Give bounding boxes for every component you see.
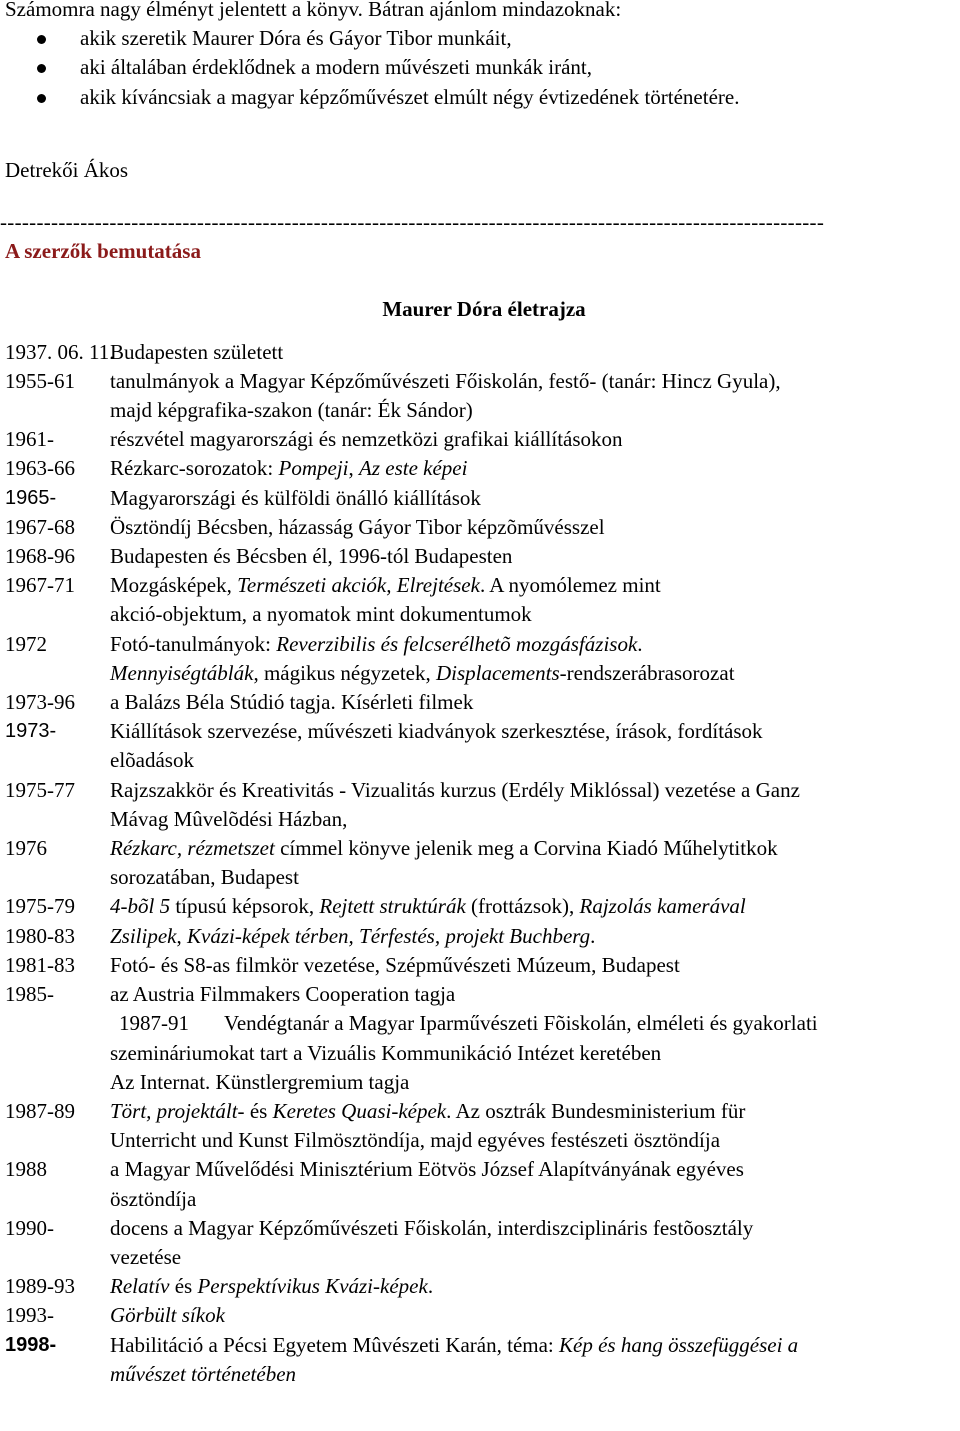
cv-work-title: Rézkarc, rézmetszet	[110, 836, 275, 861]
cv-year: 1955-61	[5, 368, 75, 393]
cv-work-title: művészet történetében	[110, 1361, 297, 1386]
cv-year: 1987-89	[5, 1098, 75, 1123]
cv-text: ösztöndíja	[110, 1186, 197, 1211]
cv-text: .	[637, 631, 643, 656]
cv-year: 1967-71	[5, 573, 75, 598]
cv-year: 1968-96	[5, 544, 75, 569]
cv-description-line	[110, 863, 960, 892]
cv-row	[0, 980, 960, 1009]
cv-row	[0, 1155, 960, 1213]
cv-description-line	[110, 1272, 960, 1301]
cv-text: és	[169, 1274, 198, 1299]
cv-text: ,	[348, 456, 359, 481]
cv-text: , mágikus négyzetek,	[253, 660, 436, 685]
cv-work-title: Görbült síkok	[110, 1303, 225, 1328]
cv-row	[0, 425, 960, 454]
cv-row	[0, 1214, 960, 1272]
cv-description	[110, 892, 960, 921]
cv-text: Ösztöndíj Bécsben, házasság Gáyor Tibor képzõművésszel	[110, 514, 605, 539]
cv-row	[0, 922, 960, 951]
cv-description	[110, 571, 960, 629]
cv-subrow-year: 1987-91	[119, 1011, 189, 1036]
cv-description	[110, 1155, 960, 1213]
cv-row	[0, 1331, 960, 1389]
cv-text: (frottázsok),	[465, 894, 580, 919]
cv-year: 1990-	[5, 1215, 54, 1240]
cv-text: Kiállítások szervezése, művészeti kiadványok szerkesztése, írások, fordítások	[110, 719, 763, 744]
list-item	[0, 53, 960, 82]
cv-work-title: 4-bõl 5	[110, 894, 171, 919]
cv-description-line	[110, 1155, 960, 1184]
cv-work-title: Perspektívikus Kvázi-képek	[197, 1274, 428, 1299]
cv-work-title: Rajzolás kamerával	[579, 894, 746, 919]
cv-description	[110, 338, 960, 367]
cv-text: Mozgásképek,	[110, 573, 238, 598]
cv-description	[110, 1331, 960, 1389]
cv-year: 1963-66	[5, 456, 75, 481]
cv-description-line	[110, 688, 960, 717]
cv-text: . A nyomólemez mint	[479, 573, 661, 598]
cv-text: vezetése	[110, 1244, 182, 1269]
cv-description-line	[110, 600, 960, 629]
cv-text: Fotó- és S8-as filmkör vezetése, Szépművészeti Múzeum, Budapest	[110, 952, 680, 977]
cv-text: a Magyar Művelődési Minisztérium Eötvös József Alapítványának egyéves	[110, 1157, 744, 1182]
cv-description-line	[110, 717, 960, 746]
cv-description	[110, 1272, 960, 1301]
cv-description-line	[110, 630, 960, 659]
cv-description	[110, 980, 960, 1009]
cv-row	[0, 571, 960, 629]
cv-description-line	[110, 1126, 960, 1155]
cv-description-line	[110, 484, 960, 513]
cv-description-line	[110, 1039, 960, 1068]
cv-row	[0, 367, 960, 425]
cv-work-title: Tört, projektált-	[110, 1098, 245, 1123]
cv-work-title: Relatív	[110, 1274, 170, 1299]
cv-subrow-text: Vendégtanár a Magyar Iparművészeti Fõiskolán, elméleti és gyakorlati	[224, 1011, 818, 1036]
cv-work-title: Displacements	[435, 660, 560, 685]
section-title: A szerzők bemutatása	[5, 239, 201, 264]
cv-row	[0, 1272, 960, 1301]
cv-description	[110, 922, 960, 951]
cv-description-line	[110, 396, 960, 425]
cv-description-line	[110, 1097, 960, 1126]
cv-text: címmel könyve jelenik meg a Corvina Kiadó Műhelytitkok	[274, 836, 778, 861]
bullet-icon	[37, 94, 46, 103]
cv-row	[0, 834, 960, 892]
cv-text: Habilitáció a Pécsi Egyetem Mûvészeti Karán, téma:	[110, 1332, 560, 1357]
cv-year: 1973-96	[5, 690, 75, 715]
cv-description-line	[110, 1360, 960, 1389]
cv-work-title: Keretes Quasi-képek	[272, 1098, 447, 1123]
cv-description-line	[110, 834, 960, 863]
cv-description	[110, 367, 960, 425]
cv-description-line	[110, 951, 960, 980]
cv-row	[0, 1097, 960, 1155]
cv-text: típusú képsorok,	[170, 894, 320, 919]
cv-year: 1998-	[5, 1333, 57, 1356]
cv-row	[0, 484, 960, 513]
cv-year: 1988	[5, 1157, 47, 1182]
cv-description-line	[110, 1185, 960, 1214]
list-item	[0, 24, 960, 53]
cv-work-title: Kép és hang összefüggései a	[559, 1332, 799, 1357]
cv-description	[110, 1039, 960, 1097]
cv-year: 1965-	[5, 486, 57, 509]
cv-text: a Balázs Béla Stúdió tagja. Kísérleti filmek	[110, 690, 474, 715]
cv-text: .	[590, 923, 596, 948]
cv-work-title: Természeti akciók, Elrejtések	[237, 573, 480, 598]
cv-row	[0, 542, 960, 571]
cv-description	[110, 834, 960, 892]
cv-year: 1975-77	[5, 777, 75, 802]
recommendation-list	[0, 24, 960, 112]
cv-row	[0, 717, 960, 775]
list-item-text: akik kíváncsiak a magyar képzőművészet elmúlt négy évtizedének történetére.	[80, 84, 740, 109]
cv-text: .	[427, 1274, 434, 1299]
cv-text: akció-objektum, a nyomatok mint dokumentumok	[110, 602, 532, 627]
cv-work-title: Zsilipek	[110, 923, 177, 948]
cv-description	[110, 542, 960, 571]
cv-text: tanulmányok a Magyar Képzőművészeti Főiskolán, festő- (tanár: Hincz Gyula),	[110, 368, 781, 393]
cv-text: . Az osztrák Bundesministerium für	[446, 1098, 746, 1123]
cv-description-line	[110, 922, 960, 951]
cv-row	[0, 513, 960, 542]
cv-description-line	[110, 746, 960, 775]
cv-work-title: Kvázi-képek térben, Térfestés, projekt Buchberg	[187, 923, 591, 948]
list-item-text: akik szeretik Maurer Dóra és Gáyor Tibor munkáit,	[80, 26, 512, 51]
cv-row	[0, 630, 960, 688]
cv-text: Mávag Mûvelõdési Házban,	[110, 806, 348, 831]
cv-description-line	[110, 1301, 960, 1330]
cv-description-line	[110, 1243, 960, 1272]
cv-year: 1967-68	[5, 514, 75, 539]
cv-text: Budapesten született	[110, 339, 284, 364]
cv-description-line	[110, 980, 960, 1009]
cv-description-line	[110, 542, 960, 571]
cv-text: ,	[176, 923, 187, 948]
cv-text: Rézkarc-sorozatok:	[110, 456, 279, 481]
cv-description-line	[110, 425, 960, 454]
cv-description-line	[110, 571, 960, 600]
cv-description-line	[110, 776, 960, 805]
cv-description-line	[110, 1068, 960, 1097]
cv-text: részvétel magyarországi és nemzetközi grafikai kiállításokon	[110, 427, 623, 452]
cv-text: -rendszerábrasorozat	[559, 660, 735, 685]
cv-text: docens a Magyar Képzőművészeti Főiskolán, interdiszciplináris festõosztály	[110, 1215, 754, 1240]
cv-description	[110, 484, 960, 513]
cv-work-title: Mennyiségtáblák	[110, 660, 254, 685]
cv-row	[0, 688, 960, 717]
recommendation-sentence: Számomra nagy élményt jelentett a könyv. Bátran ajánlom mindazoknak:	[5, 0, 622, 21]
cv-year: 1980-83	[5, 923, 75, 948]
cv-description-line	[110, 454, 960, 483]
cv-subrow	[0, 1009, 960, 1038]
biography-title: Maurer Dóra életrajza	[382, 297, 586, 322]
cv-text: Budapesten és Bécsben él, 1996-tól Budapesten	[110, 544, 513, 569]
cv-description-line	[110, 659, 960, 688]
cv-work-title: Reverzibilis és felcserélhetõ mozgásfázisok	[276, 631, 638, 656]
cv-work-title: Az este képei	[359, 456, 468, 481]
cv-text: sorozatában, Budapest	[110, 865, 299, 890]
cv-description	[110, 1301, 960, 1330]
cv-description	[110, 454, 960, 483]
cv-text: Unterricht und Kunst Filmösztöndíja, majd egyéves festészeti ösztöndíja	[110, 1128, 721, 1153]
cv-year: 1972	[5, 631, 47, 656]
cv-description-line	[110, 1331, 960, 1360]
cv-year: 1937. 06. 11.	[5, 339, 115, 364]
cv-description	[110, 1214, 960, 1272]
cv-description-line	[110, 805, 960, 834]
dashed-divider: -----------------------------------------------------------------------------------------------------------------	[0, 210, 825, 235]
cv-row	[0, 338, 960, 367]
cv-row	[0, 1301, 960, 1330]
cv-year: 1989-93	[5, 1274, 75, 1299]
cv-year: 1976	[5, 836, 47, 861]
cv-description	[110, 630, 960, 688]
cv-text: elõadások	[110, 748, 194, 773]
cv-row	[0, 1039, 960, 1097]
bullet-icon	[37, 64, 46, 73]
bullet-icon	[37, 35, 46, 44]
cv-description	[110, 717, 960, 775]
cv-year: 1973-	[5, 720, 57, 743]
cv-description	[110, 776, 960, 834]
cv-text: Magyarországi és külföldi önálló kiállítások	[110, 485, 481, 510]
cv-text: és	[244, 1098, 273, 1123]
cv-text: majd képgrafika-szakon (tanár: Ék Sándor)	[110, 398, 473, 423]
cv-description-line	[110, 367, 960, 396]
cv-year: 1993-	[5, 1303, 54, 1328]
cv-text: Az Internat. Künstlergremium tagja	[110, 1069, 410, 1094]
cv-year: 1961-	[5, 427, 54, 452]
cv-year: 1975-79	[5, 894, 75, 919]
cv-description-line	[110, 513, 960, 542]
cv-description	[110, 688, 960, 717]
cv-list	[0, 338, 960, 1389]
list-item-text: aki általában érdeklődnek a modern művészeti munkák iránt,	[80, 55, 592, 80]
cv-text: szemináriumokat tart a Vizuális Kommunikáció Intézet keretében	[110, 1040, 662, 1065]
cv-description	[110, 951, 960, 980]
cv-text: az Austria Filmmakers Cooperation tagja	[110, 982, 456, 1007]
cv-work-title: Rejtett struktúrák	[319, 894, 466, 919]
cv-year: 1985-	[5, 982, 54, 1007]
cv-description-line	[110, 338, 960, 367]
cv-row	[0, 454, 960, 483]
cv-row	[0, 892, 960, 921]
cv-text: Rajzszakkör és Kreativitás - Vizualitás kurzus (Erdély Miklóssal) vezetése a Ganz	[110, 777, 800, 802]
cv-work-title: Pompeji	[278, 456, 349, 481]
cv-description	[110, 425, 960, 454]
cv-row	[0, 951, 960, 980]
list-item	[0, 83, 960, 112]
cv-description	[110, 513, 960, 542]
cv-year: 1981-83	[5, 952, 75, 977]
cv-row	[0, 776, 960, 834]
cv-description-line	[110, 892, 960, 921]
review-signature: Detrekői Ákos	[5, 157, 129, 182]
cv-text: Fotó-tanulmányok:	[110, 631, 277, 656]
cv-description-line	[110, 1214, 960, 1243]
cv-description	[110, 1097, 960, 1155]
